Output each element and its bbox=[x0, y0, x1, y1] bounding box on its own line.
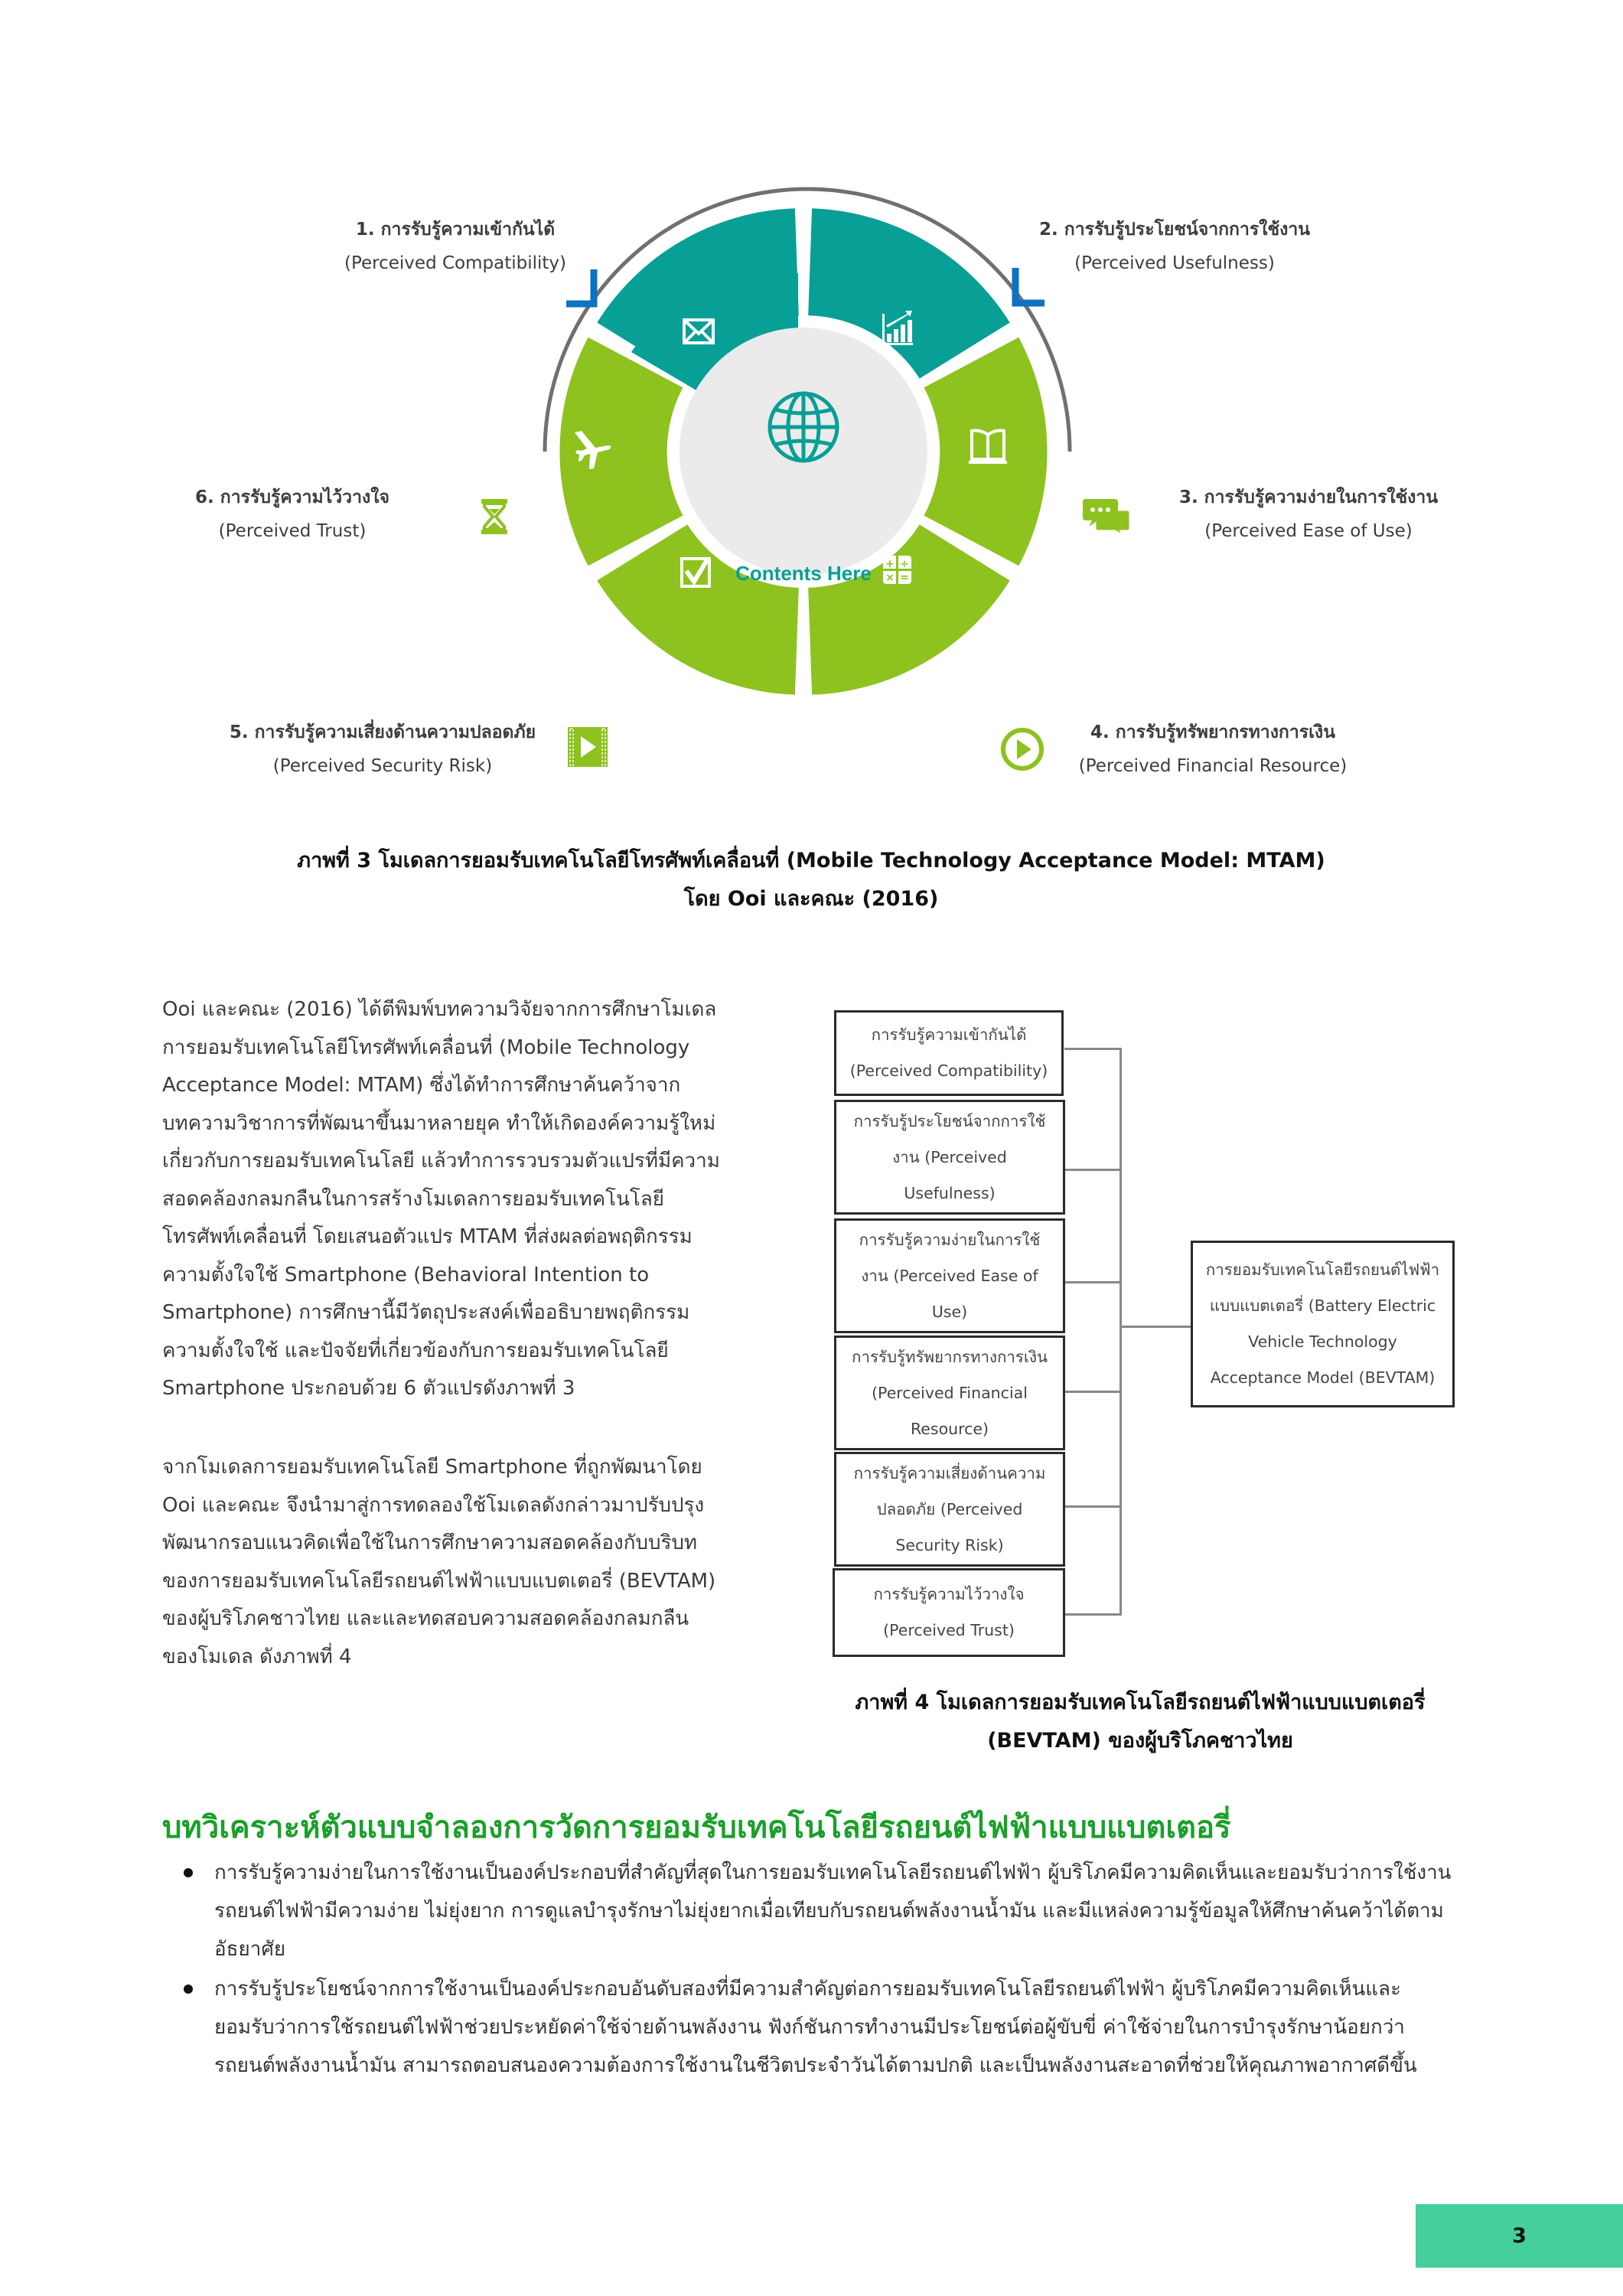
factor-en: (Perceived Trust) bbox=[218, 521, 367, 541]
factor-label-trust bbox=[178, 481, 407, 548]
figure-4-caption bbox=[811, 1684, 1469, 1760]
input-box-security-risk bbox=[834, 1452, 1065, 1567]
figure-3-caption bbox=[199, 842, 1423, 918]
paragraph-1 bbox=[162, 991, 774, 1408]
caption-line-1: ภาพที่ 3 โมเดลการยอมรับเทคโนโลยีโทรศัพท์เคลื่อนที่ (Mobile Technology Acceptance Model: MTAM) bbox=[297, 849, 1325, 872]
connector-h-5 bbox=[1065, 1505, 1120, 1508]
text-line: ของการยอมรับเทคโนโลยีรถยนต์ไฟฟ้าแบบแบตเตอรี่ (BEVTAM) bbox=[162, 1569, 716, 1593]
mtam-wheel-segments bbox=[0, 0, 1623, 811]
factor-label-ease-of-use bbox=[1155, 481, 1462, 548]
connector-h-1 bbox=[1064, 1048, 1120, 1050]
page-number: 3 bbox=[1512, 2224, 1527, 2248]
output-box-bevtam bbox=[1191, 1241, 1455, 1407]
caption-line-1: ภาพที่ 4 โมเดลการยอมรับเทคโนโลยีรถยนต์ไฟฟ้าแบบแบตเตอรี่ bbox=[855, 1691, 1426, 1714]
box-line: การรับรู้ความไว้วางใจ bbox=[873, 1585, 1025, 1603]
connector-h-3 bbox=[1065, 1281, 1120, 1283]
connector-h-4 bbox=[1065, 1391, 1120, 1393]
box-line: (Perceived Financial bbox=[872, 1383, 1028, 1402]
page-number-badge bbox=[1416, 2204, 1623, 2268]
text-line: Smartphone) การศึกษานี้มีวัตถุประสงค์เพื่ออธิบายพฤติกรรม bbox=[162, 1301, 690, 1324]
input-box-trust bbox=[833, 1568, 1065, 1657]
box-line: การรับรู้ความเข้ากันได้ bbox=[871, 1026, 1027, 1044]
analysis-bullet-list bbox=[184, 1854, 1454, 2086]
factor-th: 5. การรับรู้ความเสี่ยงด้านความปลอดภัย bbox=[229, 722, 536, 742]
svg-text:+: + bbox=[885, 558, 895, 570]
hourglass-icon bbox=[480, 497, 509, 536]
box-line: Usefulness) bbox=[904, 1183, 996, 1202]
segment-ease-of-use bbox=[924, 338, 1048, 566]
video-film-icon bbox=[568, 727, 608, 767]
box-line: ปลอดภัย (Perceived bbox=[876, 1499, 1023, 1518]
chat-bubbles-icon bbox=[1081, 497, 1132, 537]
box-line: Vehicle Technology bbox=[1248, 1332, 1397, 1351]
text-line: โทรศัพท์เคลื่อนที่ โดยเสนอตัวแปร MTAM ที่ส่งผลต่อพฤติกรรม bbox=[162, 1225, 693, 1248]
text-line: บทความวิชาการที่พัฒนาขึ้นมาหลายยุค ทำให้เกิดองค์ความรู้ใหม่ bbox=[162, 1111, 716, 1135]
center-label: Contents Here bbox=[735, 562, 872, 585]
box-line: Acceptance Model (BEVTAM) bbox=[1210, 1368, 1436, 1387]
box-line: งาน (Perceived Ease of bbox=[861, 1266, 1038, 1285]
paragraph-2 bbox=[162, 1449, 774, 1676]
svg-text:×: × bbox=[885, 572, 895, 584]
box-line: Resource) bbox=[910, 1419, 989, 1438]
box-line: การยอมรับเทคโนโลยีรถยนต์ไฟฟ้า bbox=[1205, 1261, 1440, 1279]
factor-label-compatibility bbox=[302, 213, 608, 280]
factor-th: 3. การรับรู้ความง่ายในการใช้งาน bbox=[1178, 488, 1439, 507]
factor-th: 1. การรับรู้ความเข้ากันได้ bbox=[355, 220, 556, 240]
svg-text:÷: ÷ bbox=[900, 558, 909, 570]
bullet-item-ease-of-use: การรับรู้ความง่ายในการใช้งานเป็นองค์ประกอบที่สำคัญที่สุดในการยอมรับเทคโนโลยีรถยนต์ไฟฟ้า ผู้บริโภคมีความคิดเห็นและยอมรับว่าการใช้งานรถยนต์ไฟฟ้ามีความง่าย ไม่ยุ่งยาก การดูแลบำรุงรักษาไม่ยุ่งยากเมื่อเทียบกับรถยนต์พลังงานน้ำมัน และมีแหล่งความรู้ข้อมูลให้ศึกษาค้นคว้าได้ตามอัธยาศัย bbox=[184, 1854, 1454, 1968]
connector-vertical bbox=[1119, 1048, 1122, 1616]
factor-en: (Perceived Compatibility) bbox=[344, 253, 566, 273]
text-line: Smartphone ประกอบด้วย 6 ตัวแปรดังภาพที่ 3 bbox=[162, 1377, 575, 1400]
factor-en: (Perceived Ease of Use) bbox=[1204, 521, 1413, 541]
play-circle-icon bbox=[1000, 727, 1045, 771]
box-line: แบบแบตเตอรี่ (Battery Electric bbox=[1209, 1296, 1436, 1315]
text-line: จากโมเดลการยอมรับเทคโนโลยี Smartphone ที่ถูกพัฒนาโดย bbox=[162, 1456, 702, 1479]
factor-en: (Perceived Financial Resource) bbox=[1078, 756, 1348, 776]
factor-en: (Perceived Usefulness) bbox=[1074, 253, 1275, 273]
text-line: ความตั้งใจใช้ Smartphone (Behavioral Intention to bbox=[162, 1263, 650, 1287]
box-line: (Perceived Compatibility) bbox=[849, 1062, 1048, 1080]
figure-3-mtam-diagram bbox=[0, 0, 1623, 811]
factor-label-security-risk bbox=[214, 716, 551, 783]
svg-text:=: = bbox=[900, 572, 909, 584]
globe-icon bbox=[770, 393, 837, 461]
input-box-ease-of-use bbox=[834, 1218, 1065, 1333]
caption-line-2: (BEVTAM) ของผู้บริโภคชาวไทย bbox=[987, 1729, 1293, 1753]
factor-label-financial-resource bbox=[1052, 716, 1374, 783]
box-line: การรับรู้ทรัพยากรทางการเงิน bbox=[852, 1347, 1048, 1366]
factor-en: (Perceived Security Risk) bbox=[272, 756, 493, 776]
input-box-compatibility bbox=[834, 1010, 1064, 1096]
box-line: การรับรู้ความเสี่ยงด้านความ bbox=[853, 1463, 1046, 1482]
text-line: ของโมเดล ดังภาพที่ 4 bbox=[162, 1645, 352, 1668]
text-line: ของผู้บริโภคชาวไทย และและทดสอบความสอดคล้องกลมกลืน bbox=[162, 1607, 689, 1630]
text-line: Ooi และคณะ จึงนำมาสู่การทดลองใช้โมเดลดังกล่าวมาปรับปรุง bbox=[162, 1493, 705, 1517]
text-line: สอดคล้องกลมกลืนในการสร้างโมเดลการยอมรับเทคโนโลยี bbox=[162, 1187, 665, 1211]
box-line: (Perceived Trust) bbox=[883, 1621, 1015, 1639]
text-line: Acceptance Model: MTAM) ซึ่งได้ทำการศึกษาค้นคว้าจาก bbox=[162, 1074, 681, 1097]
section-heading-analysis: บทวิเคราะห์ตัวแบบจำลองการวัดการยอมรับเทคโนโลยีรถยนต์ไฟฟ้าแบบแบตเตอรี่ bbox=[162, 1810, 1231, 1845]
factor-th: 6. การรับรู้ความไว้วางใจ bbox=[195, 488, 389, 507]
box-line: งาน (Perceived bbox=[892, 1147, 1007, 1166]
box-line: Use) bbox=[931, 1302, 968, 1321]
text-line: พัฒนากรอบแนวคิดเพื่อใช้ในการศึกษาความสอดคล้องกับบริบท bbox=[162, 1531, 698, 1554]
text-line: Ooi และคณะ (2016) ได้ตีพิมพ์บทความวิจัยจากการศึกษาโมเดล bbox=[162, 998, 717, 1021]
factor-th: 4. การรับรู้ทรัพยากรทางการเงิน bbox=[1090, 722, 1335, 742]
input-box-financial-resource bbox=[834, 1336, 1065, 1450]
box-line: Security Risk) bbox=[895, 1535, 1004, 1554]
input-box-usefulness bbox=[834, 1100, 1065, 1215]
caption-line-2: โดย Ooi และคณะ (2016) bbox=[683, 887, 939, 911]
box-line: การรับรู้ความง่ายในการใช้ bbox=[859, 1230, 1041, 1249]
text-line: การยอมรับเทคโนโลยีโทรศัพท์เคลื่อนที่ (Mobile Technology bbox=[162, 1035, 690, 1059]
factor-th: 2. การรับรู้ประโยชน์จากการใช้งาน bbox=[1039, 220, 1310, 240]
text-line: เกี่ยวกับการยอมรับเทคโนโลยี แล้วทำการรวบรวมตัวแปรที่มีความ bbox=[162, 1150, 720, 1172]
bullet-item-usefulness: การรับรู้ประโยชน์จากการใช้งานเป็นองค์ประกอบอันดับสองที่มีความสำคัญต่อการยอมรับเทคโนโลยีรถยนต์ไฟฟ้า ผู้บริโภคมีความคิดเห็นและยอมรับว่าการใช้รถยนต์ไฟฟ้าช่วยประหยัดค่าใช้จ่ายด้านพลังงาน ฟังก์ชันการทำงานมีประโยชน์ต่อผู้ขับขี่ ค่าใช้จ่ายในการบำรุงรักษาน้อยกว่ารถยนต์พลังงานน้ำมัน สามารถตอบสนองความต้องการใช้งานในชีวิตประจำวันได้ตามปกติ และเป็นพลังงานสะอาดที่ช่วยให้คุณภาพอากาศดีขึ้น bbox=[184, 1970, 1454, 2085]
factor-label-usefulness bbox=[1022, 213, 1328, 280]
text-line: ความตั้งใจใช้ และปัจจัยที่เกี่ยวข้องกับการยอมรับเทคโนโลยี bbox=[162, 1339, 669, 1362]
box-line: การรับรู้ประโยชน์จากการใช้ bbox=[853, 1111, 1046, 1130]
connector-to-output bbox=[1119, 1326, 1191, 1328]
connector-h-6 bbox=[1065, 1613, 1120, 1616]
connector-h-2 bbox=[1065, 1169, 1120, 1171]
